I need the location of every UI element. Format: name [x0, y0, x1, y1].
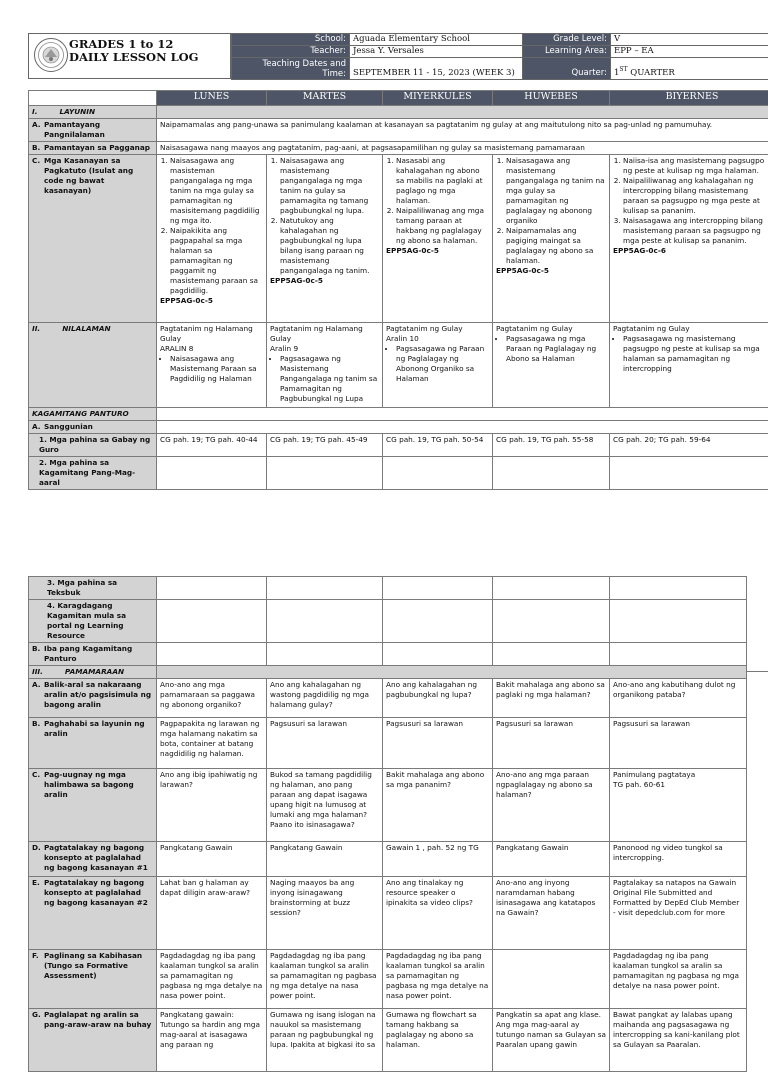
day-monday: LUNES — [157, 91, 267, 106]
nilalaman-line: Pagtatanim ng Gulay — [386, 324, 489, 334]
pamantayang-pangnilalaman-row — [29, 119, 768, 142]
row-letter: F. — [32, 951, 44, 981]
row-label-text: Paglinang sa Kabihasan (Tungo sa Formative Assessment) — [44, 951, 153, 981]
layunin-title: LAYUNIN — [60, 107, 96, 116]
nilalaman-bullet: • Pagsasagawa ng masistemang pagsugpo ng peste at kulisap sa mga halaman sa pamamagitan ng intercropping — [623, 334, 768, 374]
logo-box — [28, 33, 231, 79]
pamamaraan-cell: Gawain 1 , pah. 52 ng TG — [383, 842, 493, 877]
pamamaraan-section-row — [29, 666, 747, 679]
kasanayan-item: 1. Naisasagawa ang masistemang pangangalaga ng mga tanim na gulay sa pamamagita ng tamang pagbubungkal ng lupa. — [280, 156, 379, 216]
empty-cell — [493, 600, 610, 643]
kasanayan-item: 2. Natutukoy ang kahalagahan ng pagbubungkal ng lupa bilang isang paraan ng masistemang pangangalaga ng tanim. — [280, 216, 379, 276]
pamamaraan-row — [29, 679, 747, 718]
pamamaraan-cell: Bakit mahalaga ang abono sa mga pananim? — [383, 769, 493, 842]
nilalaman-row — [29, 323, 768, 408]
pamamaraan-fill — [157, 666, 747, 679]
kagamitang-mag-aaral-label: 2. Mga pahina sa Kagamitang Pang-Mag-aaral — [29, 457, 157, 490]
pamamaraan-cell: Bakit mahalaga ang abono sa paglaki ng mga halaman? — [493, 679, 610, 718]
kagamitan-section-row — [29, 408, 768, 421]
pamamaraan-cell — [493, 950, 610, 1009]
kasanayan-row — [29, 155, 768, 323]
nilalaman-cell — [610, 323, 768, 408]
row-label-text: Balik-aral sa nakaraang aralin at/o pagsisimula ng bagong aralin — [44, 680, 153, 710]
pamamaraan-cell: Ano-ano ang inyong naramdaman habang isinasagawa ang katatapos na Gawain? — [493, 877, 610, 950]
empty-cell — [157, 577, 267, 600]
row-letter: B. — [32, 644, 44, 664]
kasanayan-cell — [493, 155, 610, 323]
logo-title-line1: GRADES 1 to 12 — [69, 38, 199, 51]
pamamaraan-cell: Ano-ano ang mga pamamaraan sa paggawa ng abonong organiko? — [157, 679, 267, 718]
kagamitan-fill — [157, 408, 768, 421]
pamamaraan-row — [29, 1009, 747, 1072]
nilalaman-bullets — [160, 354, 263, 384]
pamamaraan-cell: Pangkatin sa apat ang klase. Ang mga mag-aaral ay tutungo naman sa Gulayan sa Paaralan upang gawin — [493, 1009, 610, 1072]
competency-code: EPP5AG-0c-5 — [160, 296, 263, 306]
quarter-suffix: ST — [619, 66, 627, 73]
nilalaman-bullet: • Pagsasagawa ng mga Paraan ng Paglalagay ng Abono sa Halaman — [506, 334, 606, 364]
row-label-text: Sanggunian — [44, 422, 153, 432]
pamamaraan-label — [29, 679, 157, 718]
nilalaman-title: NILALAMAN — [62, 324, 110, 333]
logo-text — [69, 38, 199, 64]
pamamaraan-cell: Pagsusuri sa larawan — [383, 718, 493, 769]
empty-cell — [610, 457, 768, 490]
empty-cell — [610, 577, 747, 600]
empty-cell — [267, 643, 383, 666]
lesson-table-part1 — [28, 90, 768, 490]
pamantayan-sa-pagganap-text: Naisasagawa nang maayos ang pagtatanim, pag-aani, at pagsasapamilihan ng gulay sa masistemang pamamaraan — [157, 142, 768, 155]
learning-resource-label: 4. Karagdagang Kagamitan mula sa portal ng Learning Resource — [29, 600, 157, 643]
empty-cell — [493, 643, 610, 666]
gabay-guro-cell: CG pah. 19; TG pah. 45-49 — [267, 434, 383, 457]
row-letter: A. — [32, 422, 44, 432]
empty-cell — [610, 643, 747, 666]
pamamaraan-row — [29, 877, 747, 950]
label-wrap — [32, 719, 153, 739]
row-label-text: Pamantayan sa Pagganap — [44, 143, 153, 153]
nilalaman-bullet: • Pagsasagawa ng Masistemang Pangangalaga ng tanim sa Pamamagitan ng Pagbubungkal ng Lupa — [280, 354, 379, 404]
nilalaman-bullets — [613, 334, 768, 374]
day-tuesday: MARTES — [267, 91, 383, 106]
kasanayan-item: 3. Naisasagawa ang intercropping bilang masistemang paraan sa pagsugpo ng mga peste at kulisap sa pananim. — [623, 216, 768, 246]
label-wrap — [32, 770, 153, 800]
teacher-value: Jessa Y. Versales — [350, 46, 523, 58]
row-letter: C. — [32, 156, 44, 196]
pamamaraan-cell: Ano ang kahalagahan ng wastong pagdidilig ng mga halamang gulay? — [267, 679, 383, 718]
day-header-blank — [29, 91, 157, 106]
sanggunian-row — [29, 421, 768, 434]
pamamaraan-num: III. — [32, 667, 43, 676]
school-value: Aguada Elementary School — [350, 34, 523, 46]
gabay-guro-label: 1. Mga pahina sa Gabay ng Guro — [29, 434, 157, 457]
pamamaraan-cell: Pagdadagdag ng iba pang kaalaman tungkol sa aralin sa pamamagitan ng pagbasa ng mga detalye na nasa power point. — [267, 950, 383, 1009]
pamamaraan-cell: Pagsusuri sa larawan — [267, 718, 383, 769]
info-table — [231, 33, 768, 80]
grade-label: Grade Level: — [523, 34, 611, 46]
pamantayang-pangnilalaman-label — [29, 119, 157, 142]
quarter-number: 1 — [614, 68, 619, 78]
kasanayan-list — [386, 156, 489, 246]
competency-code: EPP5AG-0c-6 — [613, 246, 768, 256]
pamamaraan-title: PAMAMARAAN — [65, 667, 124, 676]
row-letter: A. — [32, 120, 44, 140]
teksbuk-label: 3. Mga pahina sa Teksbuk — [29, 577, 157, 600]
empty-cell — [493, 457, 610, 490]
day-header-row — [29, 91, 768, 106]
nilalaman-cell — [383, 323, 493, 408]
iba-pang-kagamitan-row — [29, 643, 747, 666]
kasanayan-list — [270, 156, 379, 276]
nilalaman-line: Pagtatanim ng Gulay — [613, 324, 768, 334]
dates-label-line1: Teaching Dates and — [235, 59, 346, 69]
competency-code: EPP5AG-0c-5 — [496, 266, 606, 276]
area-label: Learning Area: — [523, 46, 611, 58]
row-label-text: Iba pang Kagamitang Panturo — [44, 644, 153, 664]
dates-value: SEPTEMBER 11 - 15, 2023 (WEEK 3) — [350, 58, 523, 80]
pamamaraan-cell: Pagsusuri sa larawan — [493, 718, 610, 769]
kagamitang-mag-aaral-row — [29, 457, 768, 490]
row-letter: B. — [32, 143, 44, 153]
pamamaraan-cell: Pagsusuri sa larawan — [610, 718, 747, 769]
teacher-label: Teacher: — [232, 46, 350, 58]
pamamaraan-cell: Pagdadagdag ng iba pang kaalaman tungkol sa aralin sa pamamagitan ng pagbasa ng mga detalye na nasa power point. — [383, 950, 493, 1009]
pamamaraan-label — [29, 877, 157, 950]
competency-code: EPP5AG-0c-5 — [270, 276, 379, 286]
label-wrap — [32, 1010, 153, 1030]
day-wednesday: MIYERKULES — [383, 91, 493, 106]
pamamaraan-cell: Pangkatang Gawain — [493, 842, 610, 877]
quarter-word: QUARTER — [628, 68, 675, 78]
pamamaraan-cell: Gumawa ng flowchart sa tamang hakbang sa paglalagay ng abono sa halaman. — [383, 1009, 493, 1072]
learning-resource-row — [29, 600, 747, 643]
row-label-text: Mga Kasanayan sa Pagkatuto (Isulat ang code ng bawat kasanayan) — [44, 156, 153, 196]
competency-code: EPP5AG-0c-5 — [386, 246, 489, 256]
pamamaraan-cell: Ano ang kahalagahan ng pagbubungkal ng lupa? — [383, 679, 493, 718]
day-thursday: HUWEBES — [493, 91, 610, 106]
teksbuk-row — [29, 577, 747, 600]
kasanayan-item: 2. Naipamamalas ang pagiging maingat sa paglalagay ng abono sa halaman. — [506, 226, 606, 266]
pamamaraan-cell: Pangkatang gawain: Tutungo sa hardin ang mga mag-aaral at isasagawa ang paraan ng — [157, 1009, 267, 1072]
dates-label — [232, 58, 350, 80]
label-wrap — [32, 878, 153, 908]
nilalaman-bullets — [386, 344, 489, 384]
row-label-text: Pamantayang Pangnilalaman — [44, 120, 153, 140]
empty-cell — [267, 457, 383, 490]
empty-cell — [267, 577, 383, 600]
nilalaman-bullets — [270, 354, 379, 404]
pamamaraan-cell: Pangkatang Gawain — [267, 842, 383, 877]
sanggunian-fill — [157, 421, 768, 434]
layunin-num: I. — [32, 107, 38, 116]
kasanayan-cell — [383, 155, 493, 323]
kasanayan-cell — [610, 155, 768, 323]
kasanayan-item: 2. Naipaliliwanag ang mga tamang paraan at hakbang ng paglalagay ng abono sa halaman. — [396, 206, 489, 246]
pamamaraan-cell: Lahat ban g halaman ay dapat diligin araw-araw? — [157, 877, 267, 950]
nilalaman-line: Aralin 10 — [386, 334, 489, 344]
layunin-heading — [29, 106, 157, 119]
pamamaraan-label — [29, 950, 157, 1009]
quarter-value — [611, 58, 768, 80]
pamamaraan-row — [29, 842, 747, 877]
deped-seal-icon — [33, 37, 69, 73]
logo-title-line2: DAILY LESSON LOG — [69, 51, 199, 64]
row-letter: D. — [32, 843, 44, 873]
empty-cell — [493, 577, 610, 600]
kasanayan-cell — [267, 155, 383, 323]
nilalaman-line: Pagtatanim ng Halamang Gulay — [160, 324, 263, 344]
pamamaraan-cell: Ano ang tinalakay ng resource speaker o ipinakita sa video clips? — [383, 877, 493, 950]
pamamaraan-cell: Naging maayos ba ang inyong isinagawang brainstorming at buzz session? — [267, 877, 383, 950]
pamamaraan-cell: Panonood ng video tungkol sa intercropping. — [610, 842, 747, 877]
pamamaraan-cell: Ano ang ibig ipahiwatig ng larawan? — [157, 769, 267, 842]
empty-cell — [157, 643, 267, 666]
pamamaraan-cell: Pagdadagdag ng iba pang kaalaman tungkol sa aralin sa pamamagitan ng pagbasa ng mga detalye na nasa power point. — [610, 950, 747, 1009]
kasanayan-list — [613, 156, 768, 246]
kasanayan-label — [29, 155, 157, 323]
day-friday: BIYERNES — [610, 91, 768, 106]
pamamaraan-cell: Ano-ano ang mga paraan ngpaglalagay ng abono sa halaman? — [493, 769, 610, 842]
kasanayan-item: 1. Naisasagawa ang masisteman pangangalaga ng mga tanim na mga gulay sa pamamagitan ng masisitemang pagdidilig ng mga ito. — [170, 156, 263, 226]
layunin-section-row — [29, 106, 768, 119]
pamamaraan-label — [29, 718, 157, 769]
row-letter: C. — [32, 770, 44, 800]
school-label: School: — [232, 34, 350, 46]
pamamaraan-label — [29, 769, 157, 842]
pamantayan-sa-pagganap-label — [29, 142, 157, 155]
row-label-text: Pag-uugnay ng mga halimbawa sa bagong aralin — [44, 770, 153, 800]
quarter-label: Quarter: — [523, 58, 611, 80]
pamamaraan-cell: Pagdadagdag ng iba pang kaalaman tungkol sa aralin sa pamamagitan ng pagbasa ng mga detalye na nasa power point. — [157, 950, 267, 1009]
empty-cell — [157, 600, 267, 643]
row-letter: B. — [32, 719, 44, 739]
row-label-text: Paglalapat ng aralin sa pang-araw-araw na buhay — [44, 1010, 153, 1030]
nilalaman-cell — [493, 323, 610, 408]
kasanayan-list — [496, 156, 606, 266]
nilalaman-bullet: • Pagsasagawa ng Paraan ng Paglalagay ng Abonong Organiko sa Halaman — [396, 344, 489, 384]
nilalaman-cell — [157, 323, 267, 408]
gabay-guro-row — [29, 434, 768, 457]
nilalaman-line: Aralin 9 — [270, 344, 379, 354]
empty-cell — [383, 577, 493, 600]
dates-label-line2: Time: — [235, 69, 346, 79]
empty-cell — [383, 643, 493, 666]
nilalaman-line: Pagtatanim ng Gulay — [496, 324, 606, 334]
kasanayan-cell — [157, 155, 267, 323]
gabay-guro-cell: CG pah. 19; TG pah. 40-44 — [157, 434, 267, 457]
row-letter: E. — [32, 878, 44, 908]
kagamitan-heading: KAGAMITANG PANTURO — [29, 408, 157, 421]
pamamaraan-row — [29, 950, 747, 1009]
label-wrap — [32, 680, 153, 710]
row-letter: G. — [32, 1010, 44, 1030]
nilalaman-heading — [29, 323, 157, 408]
pamamaraan-label — [29, 842, 157, 877]
pamantayan-sa-pagganap-row — [29, 142, 768, 155]
pamamaraan-row — [29, 769, 747, 842]
nilalaman-line: ARALIN 8 — [160, 344, 263, 354]
pamamaraan-label — [29, 1009, 157, 1072]
lesson-table-part2 — [28, 576, 747, 1072]
row-label-text: Paghahabi sa layunin ng aralin — [44, 719, 153, 739]
pamamaraan-cell: Bukod sa tamang pagdidilig ng halaman, ano pang paraan ang dapat isagawa upang higit na lumusog at lumaki ang mga halaman? Paano ito isinasagawa? — [267, 769, 383, 842]
empty-cell — [157, 457, 267, 490]
layunin-fill — [157, 106, 768, 119]
dll-header — [28, 33, 768, 79]
area-value: EPP – EA — [611, 46, 768, 58]
label-wrap — [32, 843, 153, 873]
pamamaraan-cell: Ano-ano ang kabutihang dulot ng organikong pataba? — [610, 679, 747, 718]
label-wrap — [32, 951, 153, 981]
gabay-guro-cell: CG pah. 20; TG pah. 59-64 — [610, 434, 768, 457]
pamamaraan-cell: Bawat pangkat ay lalabas upang maihanda ang pagsasagawa ng intercropping sa kani-kanilang plot sa Gulayan sa Paaralan. — [610, 1009, 747, 1072]
pamamaraan-row — [29, 718, 747, 769]
pamamaraan-cell: Pagtalakay sa natapos na Gawain Original File Submitted and Formatted by DepEd Club Member - visit depedclub.com for more — [610, 877, 747, 950]
nilalaman-bullet: • Naisasagawa ang Masistemang Paraan sa Pagdidilig ng Halaman — [170, 354, 263, 384]
row-letter: A. — [32, 680, 44, 710]
iba-pang-kagamitan-label — [29, 643, 157, 666]
empty-cell — [267, 600, 383, 643]
empty-cell — [610, 600, 747, 643]
row-label-text: Pagtatalakay ng bagong konsepto at paglalahad ng bagong kasanayan #2 — [44, 878, 153, 908]
kasanayan-item: 2. Naipaliliwanag ang kahalagahan ng intercropping bilang masistemang paraan sa pagsugpo ng mga peste at kulisap sa pananim. — [623, 176, 768, 216]
nilalaman-bullets — [496, 334, 606, 364]
empty-cell — [383, 600, 493, 643]
pamantayang-pangnilalaman-text: Naipamamalas ang pang-unawa sa panimulang kaalaman at kasanayan sa pagtatanim ng gulay at ang maitutulong nito sa pag-unlad ng pamumuhay. — [157, 119, 768, 142]
sanggunian-label — [29, 421, 157, 434]
gabay-guro-cell: CG pah. 19, TG pah. 50-54 — [383, 434, 493, 457]
pamamaraan-cell: Gumawa ng isang islogan na nauukol sa masistemang paraan ng pagbubungkal ng lupa. Ipakita at bigkasi ito sa — [267, 1009, 383, 1072]
nilalaman-num: II. — [32, 324, 40, 333]
empty-cell — [383, 457, 493, 490]
kasanayan-item: 1. Naisasagawa ang masistemang pangangalaga ng tanim na mga gulay sa pamamagitan ng paglalagay ng abonong organiko — [506, 156, 606, 226]
pamamaraan-cell: Panimulang pagtataya TG pah. 60-61 — [610, 769, 747, 842]
kasanayan-item: 1. Naiisa-isa ang masistemang pagsugpo ng peste at kulisap ng mga halaman. — [623, 156, 768, 176]
pamamaraan-cell: Pagpapakita ng larawan ng mga halamang nakatim sa bota, container at batang nagdidilig ng halaman. — [157, 718, 267, 769]
row-extension-line — [746, 671, 768, 672]
nilalaman-line: Pagtatanim ng Halamang Gulay — [270, 324, 379, 344]
kasanayan-list — [160, 156, 263, 296]
nilalaman-cell — [267, 323, 383, 408]
row-label-text: Pagtatalakay ng bagong konsepto at paglalahad ng bagong kasanayan #1 — [44, 843, 153, 873]
pamamaraan-heading — [29, 666, 157, 679]
gabay-guro-cell: CG pah. 19, TG pah. 55-58 — [493, 434, 610, 457]
kasanayan-item: 1. Nasasabi ang kahalagahan ng abono sa mabilis na paglaki at paglago ng mga halaman. — [396, 156, 489, 206]
pamamaraan-cell: Pangkatang Gawain — [157, 842, 267, 877]
kasanayan-item: 2. Naipakikita ang pagpapahal sa mga halaman sa pamamagitan ng paggamit ng masistemang paraan sa pagdidilig. — [170, 226, 263, 296]
grade-value: V — [611, 34, 768, 46]
